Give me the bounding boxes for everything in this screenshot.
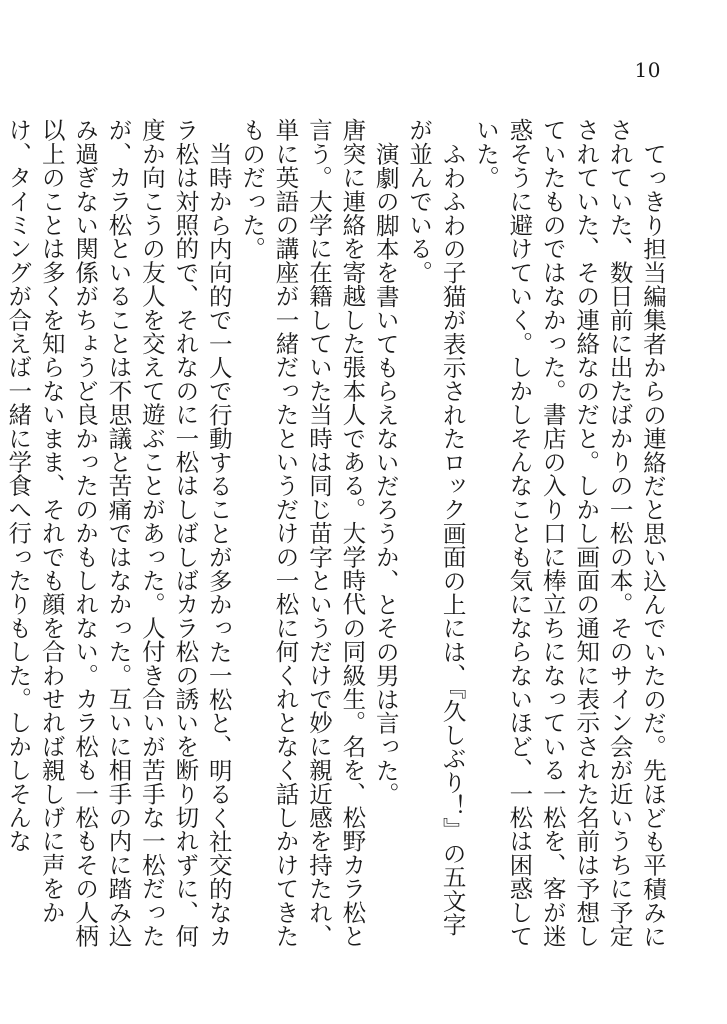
paragraph-2: ふわふわの子猫が表示されたロック画面の上には、『久しぶり！』の五文字が並んでいる。 <box>405 118 467 936</box>
paragraph-5: 当時から内向的で一人で行動することが多かった一松と、明るく社交的なカラ松は対照的で、それなのに一松はしばしばカラ松の誘いを断り切れずに、何度か向こうの友人を交えて遊ぶことがあった。人付き合いが苦手な一松だったが、カラ松といることは不思議と苦痛ではなかった。互いに相手の内に踏み込み過ぎない関係がちょうど良かったのかもしれない。カラ松も一松もその人柄以上のことは多くを知らないまま、それでも顔を合わせれば親しげに声をかけ、タイミングが合えば一緒に学食へ行ったりもした。しかしそんな <box>4 118 233 948</box>
page-number: 10 <box>634 58 661 82</box>
paragraph-4: 唐突に連絡を寄越した張本人である。大学時代の同級生。名を、松野カラ松と言う。大学に在籍していた当時は同じ苗字というだけで妙に親近感を持たれ、単に英語の講座が一緒だったというだけの一松に何くれとなく話しかけてきたものだった。 <box>238 118 367 948</box>
paragraph-3: 演劇の脚本を書いてもらえないだろうか、とその男は言った。 <box>371 141 400 806</box>
vertical-text-body <box>1 118 669 954</box>
paragraph-1: てっきり担当編集者からの連絡だと思い込んでいたのだ。先ほども平積みにされていた、数日前に出たばかりの一松の本。そのサイン会が近いうちに予定されていた、その連絡なのだと。しかし画面の通知に表示された名前は予想していたものではなかった。書店の入り口に棒立ちになっている一松を、客が迷惑そうに避けていく。しかしそんなことも気にならないほど、一松は困惑していた。 <box>471 118 667 948</box>
